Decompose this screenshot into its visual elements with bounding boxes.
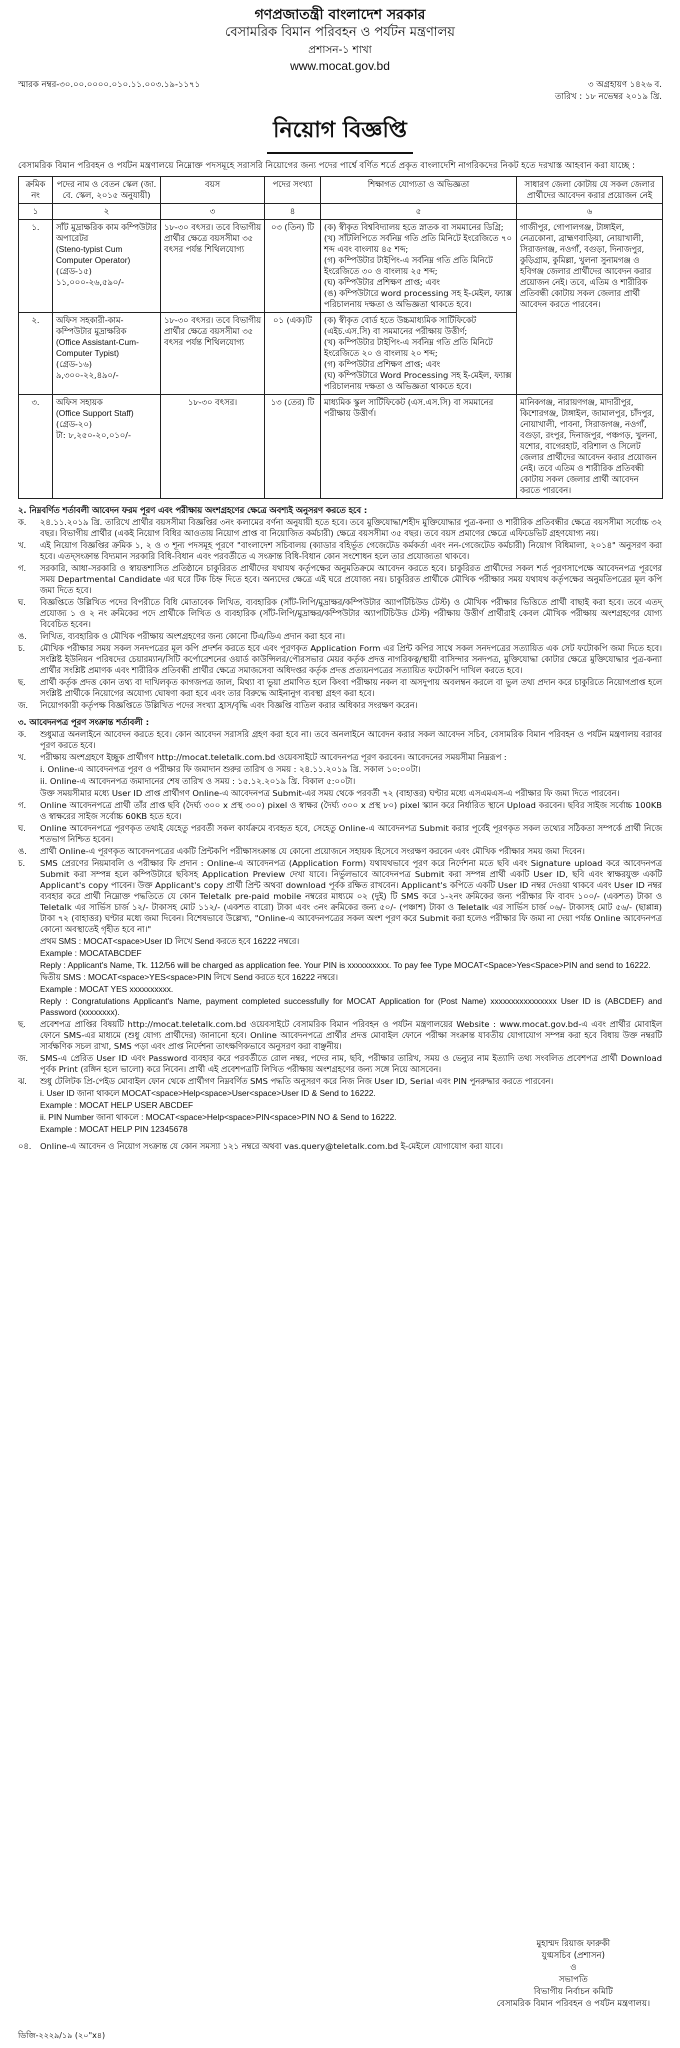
qualification-cell: [321, 220, 517, 313]
item-text: প্রার্থী কর্তৃক প্রদত্ত কোন তথ্য বা দাখিলকৃত কাগজপত্র জাল, মিথ্যা বা ভুয়া প্রমাণিত হলে কিংবা পরীক্ষায় নকল বা অসদুপায় অবলম্বন করলে বা ভুল তথ্য প্রদান করে চাকুরিতে নিয়োগপ্রাপ্ত হলে সংশ্লিষ্ট প্রার্থীকে নিয়োগের অযোগ্য ঘোষণা করা হবে এবং তার বিরুদ্ধে আইনানুগ ব্যবস্থা গ্রহণ করা হবে।: [40, 677, 662, 698]
post-name-bn: সাঁট মুদ্রাক্ষরিক কাম কম্পিউটার অপারেটর: [56, 222, 157, 243]
item-text: Reply : Congratulations Applicant's Name, payment completed successfully for MOCAT Application for (Post Name) xxxxxxxxxxxxxxxx User ID is (ABCDEF) and Password (xxxxxxxx).: [40, 996, 662, 1017]
item-text: Example : MOCAT HELP PIN 12345678: [40, 1124, 188, 1134]
item-text: ২৪.১১.২০১৯ খ্রি. তারিখে প্রার্থীর বয়সসীমা বিজ্ঞপ্তির ৩নং কলামের বর্ণনা অনুযায়ী হতে হবে। তবে মুক্তিযোদ্ধা/শহীদ মুক্তিযোদ্ধার পুত্র-কন্যা ও শারীরিক প্রতিবন্ধীর ক্ষেত্রে বয়সসীমা সর্বোচ্চ ৩২ বছর। বিভাগীয় প্রার্থীর (একই নিয়োগ বিধির আওতায় নিয়োগ প্রাপ্ত বা নিয়োজিত কর্মচারী) ক্ষেত্রে বয়সসীমা ৩৫ বছর। তবে বয়স প্রমাণের ক্ষেত্রে এফিডেভিট গ্রহণযোগ্য নয়।: [40, 517, 662, 538]
sms-instruction: [18, 960, 662, 971]
item-text: Example : MOCATABCDEF: [40, 948, 142, 958]
item-text: Online আবেদনপত্রে প্রার্থী তাঁর প্রাপ্ত ছবি (দৈর্ঘ্য ৩০০ x প্রস্থ ৩০০) pixel ও স্বাক্ষর (দৈর্ঘ্য ৩০০ x প্রস্থ ৮০) pixel স্ক্যান করে নির্ধারিত স্থানে Upload করবেন। ছবির সাইজ সর্বোচ্চ 100KB ও স্বাক্ষরের সাইজ সর্বোচ্চ 60KB হতে হবে।: [40, 800, 662, 821]
item-text: i. User ID জানা থাকলে MOCAT<space>Help<space>User<space>User ID & Send to 16222.: [40, 1088, 376, 1098]
item-marker: [18, 972, 40, 983]
item-marker: ঝ.: [18, 1076, 27, 1086]
item-text: শুধুমাত্র অনলাইনে আবেদন করতে হবে। কোন আবেদন সরাসরি গ্রহণ করা হবে না। তবে অনলাইনে আবেদন করার সকল আবেদন সচিব, বেসামরিক বিমান পরিবহন ও পর্যটন মন্ত্রণালয় বরাবর পূরণ করতে হবে।: [40, 729, 662, 750]
item-marker: চ.: [18, 643, 26, 653]
item-text: দ্বিতীয় SMS : MOCAT<space>YES<space>PIN লিখে Send করতে হবে 16222 নম্বরে।: [40, 972, 338, 982]
post-scale: ৯,৩০০-২২,৪৯০/-: [56, 370, 119, 380]
item-text: SMS-এ প্রেরিত User ID এবং Password ব্যবহার করে পরবর্তীতে রোল নম্বর, পদের নাম, ছবি, পরীক্ষার তারিখ, সময় ও ভেন্যুর নাম ইত্যাদি তথ্য সংবলিত প্রবেশপত্র প্রার্থী Download পূর্বক Print (রঙ্গিন হলে ভালো) করে নিবেন। প্রার্থী এই প্রবেশপত্রটি লিখিত পরীক্ষায় অংশগ্রহণের জন্য সঙ্গে নিয়ে আসবেন।: [40, 1053, 662, 1074]
list-item: [18, 800, 662, 822]
qualification-item: (ঙ) কম্পিউটারে word processing সহ ই-মেইল, ফ্যাক্স পরিচালনায় দক্ষতা ও অভিজ্ঞতা থাকতে হবে।: [324, 288, 512, 309]
list-item: [18, 752, 662, 763]
col-number: ৬: [517, 204, 663, 220]
sms-instruction: [18, 972, 662, 983]
item-marker: ঘ.: [18, 597, 26, 607]
item-text: Reply : Applicant's Name, Tk. 112/56 will be charged as application fee. Your PIN is xxxxxxxxxx. To pay fee Type MOCAT<Space>Yes<Space>PIN and send to 16222.: [40, 960, 651, 970]
table-header-row: [19, 177, 663, 204]
list-item: [18, 643, 662, 676]
item-text: SMS প্রেরণের নিয়মাবলি ও পরীক্ষার ফি প্রদান : Online-এ আবেদনপত্র (Application Form) যথাযথভাবে পূরণ করে নির্দেশনা মতে ছবি এবং Signature upload করে আবেদনপত্র Submit করা সম্পন্ন হলে কম্পিউটারে ছবিসহ Application Preview দেখা যাবে। নির্ভুলভাবে আবেদনপত্র Submit করা সম্পন্ন প্রার্থী একটি User ID, ছবি এবং স্বাক্ষরযুক্ত একটি Applicant's copy পাবেন। উক্ত Applicant's copy প্রার্থী প্রিন্ট অথবা download পূর্বক রক্ষিত রাখবেন। Applicant's কপিতে একটি User ID নম্বর দেওয়া থাকবে এবং User ID নম্বর ব্যবহার করে প্রার্থী নিম্নোক্ত পদ্ধতিতে যে কোন Teletalk pre-paid mobile নম্বরের মাধ্যমে ০২ (দুই) টি SMS করে ১-২নং ক্রমিকের জন্য পরীক্ষার ফি বাবদ ১০০/- (একশত) টাকা ও Teletalk এর সার্ভিস চার্জ ১২/- টাকাসহ মোট ১১২/- (একশত বারো) টাকা এবং ৩নং ক্রমিকের জন্য ৫০/- (পঞ্চাশ) টাকা ও Teletalk এর সার্ভিস চার্জ ০৬/- টাকাসহ মোট ৫৬/- (ছাপ্পান্ন) টাকা ৭২ (বাহাত্তর) ঘণ্টার মধ্যে জমা দিবেন। বিশেষভাবে উল্লেখ্য, "Online-এ আবেদনপত্রের সকল অংশ পূরণ করে Submit করা হলেও পরীক্ষার ফি জমা না দেয়া পর্যন্ত Online আবেদনপত্র কোনো অবস্থাতেই গৃহীত হবে না।": [40, 858, 662, 934]
item-marker: ঙ.: [18, 631, 27, 641]
qualification-item: মাধ্যমিক স্কুল সার্টিফিকেট (এস.এস.সি) বা সমমানের পরীক্ষায় উত্তীর্ণ।: [324, 397, 494, 418]
qualification-item: (গ) কম্পিউটার টাইপিং-এ সর্বনিম্ন গতি প্রতি মিনিটে ইংরেজিতে ৩০ ও বাংলায় ২৫ শব্দ;: [324, 255, 493, 276]
item-marker: [18, 1100, 40, 1111]
qualification-item: (খ) কম্পিউটার টাইপিং-এ সর্বনিম্ন গতি প্রতি মিনিটে ইংরেজিতে ২০ ও বাংলায় ২০ শব্দ;: [324, 337, 493, 358]
item-marker: ঙ.: [18, 846, 27, 856]
item-marker: ০৪.: [18, 1141, 32, 1151]
post-grade: (গ্রেড-১৬): [56, 359, 92, 369]
item-text: পরীক্ষায় অংশগ্রহণে ইচ্ছুক প্রার্থীগণ http://mocat.teletalk.com.bd ওয়েবসাইটে আবেদনপত্র পূরণ করবেন। আবেদনের সময়সীমা নিম্নরূপ :: [40, 752, 507, 762]
date-label: তারিখ :: [555, 92, 583, 102]
list-item: [18, 846, 662, 857]
item-marker: [18, 1124, 40, 1135]
item-marker: ছ.: [18, 677, 26, 687]
item-marker: [18, 948, 40, 959]
list-item: [18, 1076, 662, 1087]
item-marker: ছ.: [18, 1019, 26, 1029]
post-name-en: (Office Support Staff): [56, 408, 134, 418]
item-text: Example : MOCAT HELP USER ABCDEF: [40, 1100, 194, 1110]
section-title: ২. নিম্নবর্ণিত শর্তাবলী আবেদন ফরম পূরণ এবং পরীক্ষায় অংশগ্রহণের ক্ষেত্রে অবশ্যই অনুসরণ করতে হবে :: [18, 505, 368, 515]
sms-instruction: [18, 996, 662, 1018]
age-cell: ১৮-৩০ বৎসর। তবে বিভাগীয় প্রার্থীর ক্ষেত্রে বয়সসীমা ৩৫ বৎসর পর্যন্ত শিথিলযোগ্য: [161, 220, 265, 313]
item-marker: [18, 960, 40, 971]
qualification-cell: [321, 313, 517, 395]
item-text: Online আবেদনপত্রে পূরণকৃত তথ্যই যেহেতু পরবর্তী সকল কার্যক্রমে ব্যবহৃত হবে, সেহেতু Online-এ আবেদনপত্র Submit করার পূর্বেই পূরণকৃত সকল তথ্যের সঠিকতা সম্পর্কে প্রার্থী নিজে শতভাগ নিশ্চিত হবেন।: [40, 823, 662, 844]
row-serial: ২.: [19, 313, 53, 395]
section-title: ৩. আবেদনপত্র পূরণ সংক্রান্ত শর্তাবলী :: [18, 717, 150, 727]
list-item: [18, 858, 662, 935]
item-text: প্রথম SMS : MOCAT<space>User ID লিখে Send করতে হবে 16222 নম্বরে।: [40, 936, 300, 946]
sms-instruction: [18, 1100, 662, 1111]
quota-cell: মানিকগঞ্জ, নারায়ণগঞ্জ, মাদারীপুর, কিশোরগঞ্জ, টাঙ্গাইল, জামালপুর, চাঁদপুর, নোয়াখালী, পাবনা, সিরাজগঞ্জ, নওগাঁ, বগুড়া, রংপুর, দিনাজপুর, পঞ্চগড়, খুলনা, যশোর, বাগেরহাট, বরিশাল ও সিলেট জেলার প্রার্থীদের আবেদন করার প্রয়োজন নেই। তবে এতিম ও শারীরিক প্রতিবন্ধী কোটায় সকল জেলার প্রার্থী আবেদন করতে পারবেন।: [517, 395, 663, 499]
col-number: ৫: [321, 204, 517, 220]
col-header-count: পদের সংখ্যা: [265, 177, 321, 204]
post-cell: [53, 313, 161, 395]
date-bengali: ৩ অগ্রহায়ণ ১৪২৬ ব.: [588, 80, 662, 90]
item-text: ii. Online-এ আবেদনপত্র জমাদানের শেষ তারিখ ও সময় : ১৫.১২.২০১৯ খ্রি. বিকাল ৫:০০টা।: [40, 776, 356, 786]
qualification-item: (খ) সাঁটলিপিতে সর্বনিম্ন গতি প্রতি মিনিটে ইংরেজিতে ৭০ শব্দ এবং বাংলায় ৪৫ শব্দ;: [324, 233, 512, 254]
item-marker: [18, 788, 40, 799]
list-item: [18, 788, 662, 799]
col-number: ৩: [161, 204, 265, 220]
list-item: [18, 729, 662, 751]
notice-title: নিয়োগ বিজ্ঞপ্তি: [18, 113, 662, 154]
item-text: প্রার্থী Online-এ পূরণকৃত আবেদনপত্রের একটি প্রিন্টকপি পরীক্ষাসংক্রান্ত যে কোনো প্রয়োজনে সহায়ক হিসেবে সংরক্ষণ করবেন এবং মৌখিক পরীক্ষার সময় জমা দিবেন।: [40, 846, 585, 856]
item-text: বিজ্ঞপ্তিতে উল্লিখিত পদের বিপরীতে বিধি মোতাবেক লিখিত, ব্যবহারিক (সাঁট-লিপি/মুদ্রাক্ষর/কম্পিউটার অ্যাপটিচিউড টেস্ট) ও মৌখিক পরীক্ষার ভিত্তিতে প্রার্থী বাছাই করা হবে। তবে এতদ্‌ প্রযোজ্য ১ ও ২ নং ক্রমিকের পদে প্রার্থীকে লিখিত ও ব্যবহারিক (সাঁট-লিপি/মুদ্রাক্ষর/কম্পিউটার অ্যাপটিচিউড টেস্ট) পরীক্ষায় উত্তীর্ণ প্রার্থীরাই কেবল মৌখিক পরীক্ষায় অংশগ্রহণের যোগ্য বিবেচিত হবেন।: [40, 597, 662, 629]
conditions-section: [18, 505, 662, 711]
print-code: ডিজি-২২২৯/১৯ (২০"x৪): [18, 2031, 106, 2040]
item-text: উক্ত সময়সীমার মধ্যে User ID প্রাপ্ত প্রার্থীগণ Online-এ আবেদনপত্র Submit-এর সময় থেকে পরবর্তী ৭২ (বাহাত্তর) ঘণ্টার মধ্যে এসএমএস-এ পরীক্ষার ফি জমা দিতে পারবেন।: [40, 788, 620, 798]
item-marker: জ.: [18, 1053, 29, 1063]
list-item: [18, 677, 662, 699]
item-marker: চ.: [18, 858, 26, 868]
row-serial: ১.: [19, 220, 53, 313]
memo-ref: স্মারক নম্বর-৩০.০০.০০০০.০১০.১১.০০৩.১৯-১১৭১: [18, 80, 201, 90]
signatory-committee: বিভাগীয় নির্বাচন কমিটি: [533, 1987, 613, 1997]
list-item: [18, 631, 662, 642]
table-row: [19, 395, 663, 499]
letterhead: [18, 6, 662, 75]
item-marker: খ.: [18, 540, 27, 550]
item-text: লিখিত, ব্যবহারিক ও মৌখিক পরীক্ষায় অংশগ্রহণের জন্য কোনো টিএ/ডিএ প্রদান করা হবে না।: [40, 631, 346, 641]
item-text: Example : MOCAT YES xxxxxxxxxx.: [40, 984, 174, 994]
govt-name: গণপ্রজাতন্ত্রী বাংলাদেশ সরকার: [254, 7, 426, 23]
memo-line: [18, 79, 662, 103]
application-section: [18, 717, 662, 1135]
signatory-role: সভাপতি: [558, 1975, 588, 1985]
qualification-item: (ঘ) কম্পিউটারে Word Processing সহ ই-মেইল, ফ্যাক্স পরিচালনায় দক্ষতা ও অভিজ্ঞতা থাকতে হবে।: [324, 370, 512, 391]
qualification-cell: [321, 395, 517, 499]
col-number: ৪: [265, 204, 321, 220]
post-cell: [53, 395, 161, 499]
post-grade: (গ্রেড-২০): [56, 419, 92, 429]
ministry-name: বেসামরিক বিমান পরিবহন ও পর্যটন মন্ত্রণালয়: [225, 25, 455, 40]
item-marker: খ.: [18, 752, 27, 762]
item-marker: গ.: [18, 800, 27, 810]
list-item: [18, 1141, 662, 1152]
table-number-row: [19, 204, 663, 220]
ministry-website[interactable]: www.mocat.gov.bd: [290, 59, 390, 73]
post-scale: টা: ৮,২৫০-২০,০১০/-: [56, 430, 131, 440]
list-item: [18, 1019, 662, 1052]
age-cell: ১৮-৩০ বৎসর।: [161, 395, 265, 499]
sms-instruction: [18, 936, 662, 947]
branch-name: প্রশাসন-১ শাখা: [308, 44, 372, 56]
notice-intro: বেসামরিক বিমান পরিবহন ও পর্যটন মন্ত্রণালয়ে নিম্নোক্ত পদসমূহে সরাসরি নিয়োগের জন্য পদের পার্শ্বে বর্ণিত শর্তে প্রকৃত বাংলাদেশি নাগরিকদের নিকট হতে দরখাস্ত আহবান করা যাচ্ছে :: [18, 161, 636, 171]
list-item: [18, 517, 662, 539]
item-marker: [18, 1112, 40, 1123]
col-header-qualification: শিক্ষাগত যোগ্যতা ও অভিজ্ঞতা: [321, 177, 517, 204]
post-name-en: (Office Assistant-Cum-Computer Typist): [56, 337, 139, 358]
post-name-bn: অফিস সহায়ক: [56, 397, 103, 407]
signatory-name: মুহাম্মদ রিয়াজ ফারুকী: [536, 1939, 611, 1949]
count-cell: ০১ (এক)টি: [265, 313, 321, 395]
item-marker: [18, 776, 40, 787]
item-marker: [18, 1088, 40, 1099]
list-item: [18, 540, 662, 562]
item-marker: [18, 764, 40, 775]
item-text: নিয়োগকারী কর্তৃপক্ষ বিজ্ঞপ্তিতে উল্লিখিত পদের সংখ্যা হ্রাস/বৃদ্ধি এবং বিজ্ঞপ্তি বাতিল করার অধিকার সংরক্ষণ করেন।: [40, 700, 418, 710]
item-text: সরকারি, আধা-সরকারি ও স্বায়ত্তশাসিত প্রতিষ্ঠানে চাকুরিরত প্রার্থীদের যথাযথ কর্তৃপক্ষের অনুমতিক্রমে আবেদন করতে হবে। চাকুরিরত প্রার্থীদের সকল শর্ত পূরণসাপেক্ষে আবেদনপত্র পূরণের সময় Departmental Candidate এর ঘরে টিক চিহ্ন দিতে হবে। অন্যদের ক্ষেত্রে এই ঘরে প্রযোজ্য নয়। চাকুরিরত প্রার্থীকে মৌখিক পরীক্ষার সময় যথাযথ কর্তৃপক্ষের অনুমতিপত্রের মূল কপি জমা দিতে হবে।: [40, 563, 662, 595]
item-text: ii. PIN Number জানা থাকলে : MOCAT<space>Help<space>PIN<space>PIN NO & Send to 16222.: [40, 1112, 397, 1122]
list-item: [18, 823, 662, 845]
col-header-age: বয়স: [161, 177, 265, 204]
sms-instruction: [18, 1088, 662, 1099]
qualification-item: (ঘ) কম্পিউটার প্রশিক্ষণ প্রাপ্ত; এবং: [324, 277, 440, 287]
col-header-quota: সাধারণ জেলা কোটায় যে সকল জেলার প্রার্থীদের আবেদন করার প্রয়োজন নেই: [517, 177, 663, 204]
sms-instruction: [18, 984, 662, 995]
sms-instruction: [18, 948, 662, 959]
item-text: Online-এ আবেদন ও নিয়োগ সংক্রান্ত যে কোন সমস্যা ১২১ নম্বরে অথবা vas.query@teletalk.com.bd ই-মেইলে যোগাযোগ করা যাবে।: [40, 1141, 504, 1151]
col-header-post: পদের নাম ও বেতন স্কেল (জা. বে. স্কেল, ২০১৫ অনুযায়ী): [53, 177, 161, 204]
post-name-bn: অফিস সহকারী-কাম-কম্পিউটার মুদ্রাক্ষরিক: [56, 315, 127, 336]
signatory-ministry: বেসামরিক বিমান পরিবহন ও পর্যটন মন্ত্রণালয়।: [496, 1999, 650, 2009]
quota-cell: গাজীপুর, গোপালগঞ্জ, টাঙ্গাইল, নেত্রকোনা, ব্রাহ্মণবাড়িয়া, নোয়াখালী, সিরাজগঞ্জ, নওগাঁ, বগুড়া, দিনাজপুর, কুড়িগ্রাম, কুমিল্লা, খুলনা সুনামগঞ্জ ও হবিগঞ্জ জেলার প্রার্থীদের আবেদন করার প্রয়োজন নেই। তবে, এতিম ও শারীরিক প্রতিবন্ধী কোটায় সকল জেলার প্রার্থী আবেদন করতে পারবেন।: [517, 220, 663, 395]
item-marker: ক.: [18, 729, 27, 739]
post-cell: [53, 220, 161, 313]
signature-block: [497, 1938, 650, 2010]
col-number: ১: [19, 204, 53, 220]
post-name-en: (Steno-typist Cum Computer Operator): [56, 244, 131, 265]
help-section: [18, 1141, 662, 1152]
item-text: প্রবেশপত্র প্রাপ্তির বিষয়টি http://mocat.teletalk.com.bd ওয়েবসাইটে বেসামরিক বিমান পরিবহন ও পর্যটন মন্ত্রণালয়ের Website : www.mocat.gov.bd-এ এবং প্রার্থীর মোবাইল ফোনে SMS-এর মাধ্যমে (শুধু যোগ্য প্রার্থীদের) জানানো হবে। Online আবেদনপত্রে প্রার্থীর প্রদত্ত মোবাইল ফোনে পরীক্ষা সংক্রান্ত যাবতীয় যোগাযোগ সম্পন্ন করা হবে বিধায় উক্ত নম্বরটি সার্বক্ষণিক সচল রাখা, SMS পড়া এবং প্রাপ্ত নির্দেশনা তাৎক্ষণিকভাবে অনুসরণ করা বাঞ্ছনীয়।: [40, 1019, 662, 1051]
post-grade: (গ্রেড-১৫): [56, 266, 92, 276]
post-scale: ১১,০০০-২৬,৫৯০/-: [56, 277, 124, 287]
sms-instruction: [18, 1124, 662, 1135]
date-english: ১৮ নভেম্বর ২০১৯ খ্রি.: [584, 92, 662, 102]
item-marker: জ.: [18, 700, 29, 710]
table-row: [19, 220, 663, 313]
item-text: মৌখিক পরীক্ষার সময় সকল সনদপত্রের মূল কপি প্রদর্শন করতে হবে এবং পূরণকৃত Application Form এর প্রিন্ট কপির সাথে সকল সনদপত্রের সত্যায়িত এক সেট ফটোকপি জমা দিতে হবে। সংশ্লিষ্ট ইউনিয়ন পরিষদের চেয়ারম্যান/সিটি কর্পোরেশনের ওয়ার্ড কাউন্সিলর/পৌরসভার মেয়র কর্তৃক প্রদত্ত নাগরিকত্ব/স্থায়ী বাসিন্দার সনদপত্র, মুক্তিযোদ্ধা কোটার ক্ষেত্রে মুক্তিযোদ্ধার পুত্র-কন্যা প্রার্থীর সংশ্লিষ্ট প্রমাণক এবং শারীরিক প্রতিবন্ধী প্রার্থীর ক্ষেত্রে সমাজসেবা অধিদপ্তর কর্তৃক প্রদত্ত প্রত্যয়নপত্রের সত্যায়িত ফটোকপি দাখিল করতে হবে।: [40, 643, 662, 675]
item-marker: [18, 936, 40, 947]
qualification-item: (ক) স্বীকৃত বিশ্ববিদ্যালয় হতে স্নাতক বা সমমানের ডিগ্রি;: [324, 222, 504, 232]
list-item: [18, 597, 662, 630]
col-header-serial: ক্রমিক নং: [19, 177, 53, 204]
vacancy-table: [18, 176, 663, 499]
list-item: [18, 563, 662, 596]
count-cell: ১৩ (তের) টি: [265, 395, 321, 499]
list-item: [18, 1053, 662, 1075]
sms-instruction: [18, 1112, 662, 1123]
item-marker: গ.: [18, 563, 27, 573]
list-item: [18, 700, 662, 711]
signatory-and: ও: [570, 1963, 577, 1973]
signatory-designation: যুগ্মসচিব (প্রশাসন): [541, 1951, 605, 1961]
count-cell: ০৩ (তিন) টি: [265, 220, 321, 313]
list-item: [18, 764, 662, 775]
memo-date: [555, 79, 662, 103]
item-text: এই নিয়োগ বিজ্ঞপ্তির ক্রমিক ১, ২ ও ৩ শূন্য পদসমূহ পূরণে "বাংলাদেশ সচিবালয় (ক্যাডার বহির্ভূত গেজেটেড কর্মকর্তা এবং নন-গেজেটেড কর্মচারী) নিয়োগ বিধিমালা, ২০১৪" অনুসরণ করা হবে। এতদ্‌সংক্রান্ত বিদ্যমান সরকারি বিধি-বিধান এবং পরবর্তীতে এ সংক্রান্ত বিধি-বিধান কোন সংশোধন হলে তার প্রযোজ্যতা থাকবে।: [40, 540, 662, 561]
item-marker: [18, 984, 40, 995]
qualification-item: (গ) কম্পিউটার প্রশিক্ষণ প্রাপ্ত; এবং: [324, 359, 441, 369]
item-text: শুধু টেলিটক প্রি-পেইড মোবাইল ফোন থেকে প্রার্থীগণ নিম্নবর্ণিত SMS পদ্ধতি অনুসরণ করে নিজ নিজ User ID, Serial এবং PIN পুনরুদ্ধার করতে পারবেন।: [40, 1076, 554, 1086]
item-marker: [18, 996, 40, 1018]
item-marker: ঘ.: [18, 823, 26, 833]
qualification-item: (ক) স্বীকৃত বোর্ড হতে উচ্চমাধ্যমিক সার্টিফিকেট (এইচ.এস.সি) বা সমমানের পরীক্ষায় উত্তীর্ণ;: [324, 315, 477, 336]
col-number: ২: [53, 204, 161, 220]
row-serial: ৩.: [19, 395, 53, 499]
age-cell: ১৮-৩০ বৎসর। তবে বিভাগীয় প্রার্থীর ক্ষেত্রে বয়সসীমা ৩৫ বৎসর পর্যন্ত শিথিলযোগ্য: [161, 313, 265, 395]
item-text: i. Online-এ আবেদনপত্র পূরণ ও পরীক্ষার ফি জমাদান শুরুর তারিখ ও সময় : ২৪.১১.২০১৯ খ্রি. সকাল ১০:০০টা।: [40, 764, 421, 774]
item-marker: ক.: [18, 517, 27, 527]
list-item: [18, 776, 662, 787]
